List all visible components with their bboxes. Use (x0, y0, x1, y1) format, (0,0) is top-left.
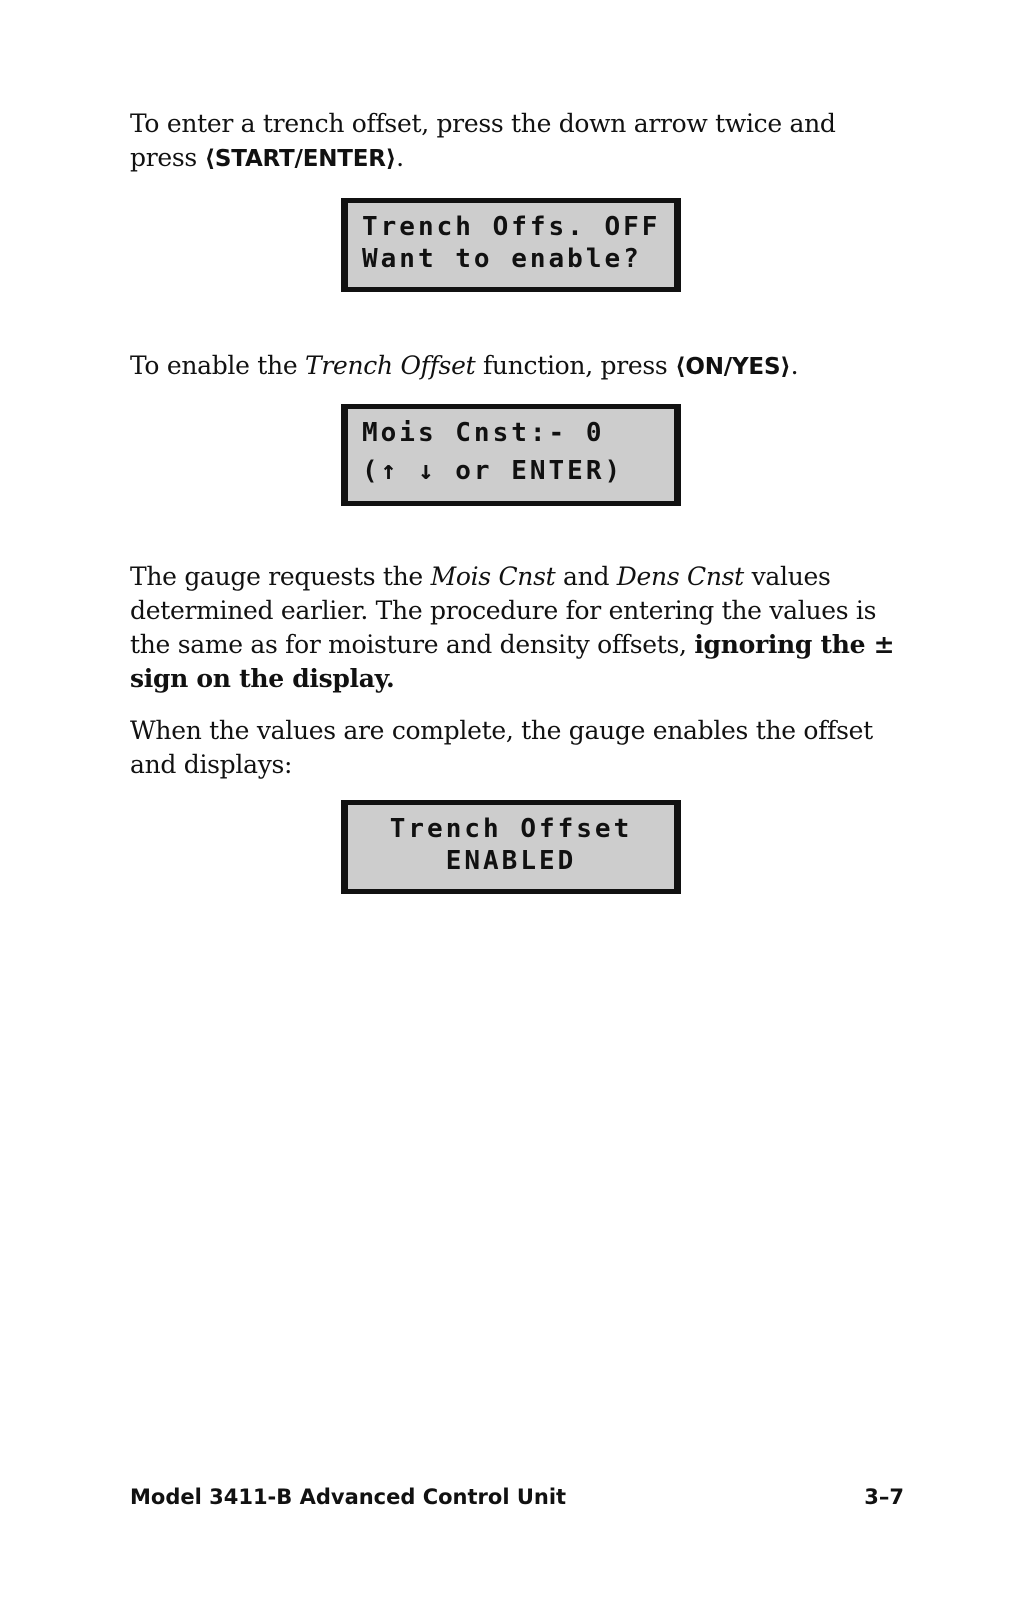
lcd-line-1: Mois Cnst:- 0 (362, 418, 605, 448)
instruction-enable: To enable the Trench Offset function, press ⟨ON/YES⟩. (130, 351, 799, 380)
lcd-line-2: Want to enable? (362, 244, 642, 274)
lcd-line-2: (↑ ↓ or ENTER) (362, 456, 624, 486)
lcd-line-1: Trench Offset (389, 814, 633, 844)
dens-cnst-term: Dens Cnst (616, 562, 744, 591)
trench-offset-term: Trench Offset (304, 351, 476, 380)
instruction-trench-offset: To enter a trench offset, press the down arrow twice and press ⟨START/ENTER⟩. (130, 109, 836, 172)
footer-title: Model 3411-B Advanced Control Unit (130, 1485, 567, 1509)
mois-cnst-term: Mois Cnst (430, 562, 556, 591)
on-yes-key: ⟨ON/YES⟩ (675, 354, 791, 380)
page-number: 3–7 (864, 1485, 904, 1509)
lcd-display-trench-offs (341, 198, 681, 292)
lcd-display-trench-enabled (341, 800, 681, 894)
sign-warning: ignoring the ± sign on the display. (130, 630, 895, 693)
instruction-text: To enter a trench offset, press the down arrow twice and press (130, 109, 836, 172)
constants-explanation: The gauge requests the Mois Cnst and Dens Cnst values determined earlier. The procedure for entering the values is the same as for moisture and density offsets, ignoring the ± sign on the display. (130, 562, 895, 693)
lcd-display-mois-cnst (341, 404, 681, 506)
lcd-line-2: ENABLED (445, 846, 577, 876)
completion-text: When the values are complete, the gauge enables the offset and displays: (130, 716, 873, 779)
lcd-line-1: Trench Offs. OFF (362, 212, 661, 242)
start-enter-key: ⟨START/ENTER⟩ (204, 146, 397, 172)
